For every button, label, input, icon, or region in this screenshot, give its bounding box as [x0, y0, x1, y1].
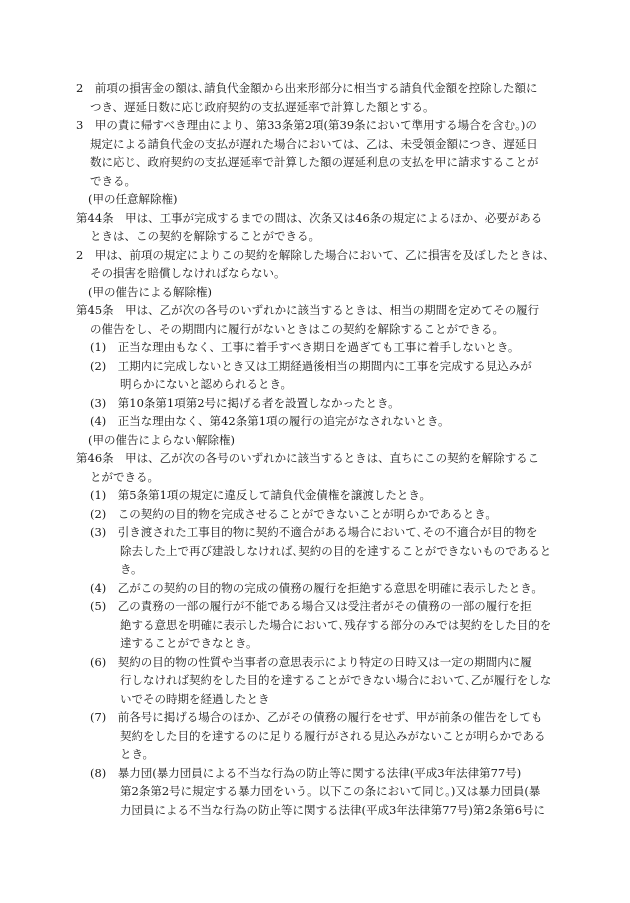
text-line: 第44条 甲は、工事が完成するまでの間は、次条又は46条の規定によるほか、必要がある [76, 210, 543, 225]
text-line: 3 甲の責に帰すべき理由により、第33条第2項(第39条において準用する場合を含む。)の [76, 118, 537, 132]
text-line: き。 [120, 562, 143, 576]
text-line: の催告をし、その期間内に履行がないときはこの契約を解除することができる。 [90, 321, 504, 336]
text-line: (1) 正当な理由もなく、工事に着手すべき期日を過ぎても工事に着手しないとき。 [90, 340, 520, 354]
text-line: その損害を賠償しなければならない。 [90, 266, 286, 280]
text-line: (甲の任意解除権) [88, 192, 178, 206]
text-line: 2 甲は、前項の規定によりこの契約を解除した場合において、乙に損害を及ぼしたときは、 [76, 247, 555, 262]
text-line: 第46条 甲は、乙が次の各号のいずれかに該当するときは、直ちにこの契約を解除するこ [76, 451, 540, 465]
text-line: (1) 第5条第1項の規定に違反して請負代金債権を譲渡したとき。 [90, 488, 431, 502]
text-line: 契約をした目的を達するのに足りる履行がされる見込みがないことが明らかである [120, 728, 546, 743]
text-line: 第45条 甲は、乙が次の各号のいずれかに該当するときは、相当の期間を定めてその履行 [76, 303, 540, 317]
text-line: (3) 引き渡された工事目的物に契約不適合がある場合において､その不適合が目的物を [90, 525, 538, 539]
text-line: ときは、この契約を解除することができる。 [90, 229, 320, 243]
text-line: 2 前項の損害金の額は､請負代金額から出来形部分に相当する請負代金額を控除した額に [76, 81, 538, 95]
text-line: (甲の催告によらない解除権) [88, 432, 235, 447]
text-line: 第2条第2号に規定する暴力団をいう。以下この条において同じ。)又は暴力団員(暴 [120, 784, 541, 798]
text-line: (7) 前各号に掲げる場合のほか、乙がその債務の履行をせず、甲が前条の催告をしても [90, 710, 543, 724]
document-body [76, 79, 555, 819]
text-line: つき、遅延日数に応じ政府契約の支払遅延率で計算した額とする。 [90, 99, 435, 114]
text-line: (8) 暴力団(暴力団員による不当な行為の防止等に関する法律(平成3年法律第77号) [90, 765, 522, 780]
text-line: 達することができなとき。 [120, 636, 258, 650]
text-line: (甲の催告による解除権) [88, 284, 212, 299]
text-line: (4) 乙がこの契約の目的物の完成の債務の履行を拒絶する意思を明確に表示したとき。 [90, 580, 543, 595]
text-line: 規定による請負代金の支払が遅れた場合においては、乙は、未受領金額につき、遅延日 [90, 136, 538, 151]
text-line: 行しなければ契約をした目的を達することができない場合において､乙が履行をしな [120, 673, 552, 687]
text-line: 明らかにないと認められるとき。 [120, 377, 293, 391]
text-line: とができる。 [90, 469, 159, 484]
text-line: いでその時期を経過したとき [120, 691, 270, 706]
text-line: (2) 工期内に完成しないとき又は工期経過後相当の期間内に工事を完成する見込みが [90, 358, 532, 373]
text-line: 力団員による不当な行為の防止等に関する法律(平成3年法律第77号)第2条第6号に [120, 802, 546, 817]
text-line: (5) 乙の責務の一部の履行が不能である場合又は受注者がその債務の一部の履行を拒 [90, 599, 532, 613]
text-line: (2) この契約の目的物を完成させることができないことが明らかであるとき。 [90, 506, 497, 521]
text-line: 数に応じ、政府契約の支払遅延率で計算した額の遅延利息の支払を甲に請求することが [90, 155, 539, 169]
text-line: (3) 第10条第1項第2号に掲げる者を設置しなかったとき。 [90, 395, 400, 410]
text-line: (6) 契約の目的物の性質や当事者の意思表示により特定の日時又は一定の期間内に履 [90, 654, 532, 669]
text-line: 絶する意思を明確に表示した場合において､残存する部分のみでは契約をした目的を [120, 617, 552, 632]
text-line: できる。 [90, 173, 136, 188]
text-line: 除去した上で再び建設しなければ､契約の目的を達することができないものであると [120, 543, 552, 558]
text-line: (4) 正当な理由なく、第42条第1項の履行の追完がなされないとき。 [90, 414, 450, 428]
text-line: とき。 [120, 747, 155, 761]
